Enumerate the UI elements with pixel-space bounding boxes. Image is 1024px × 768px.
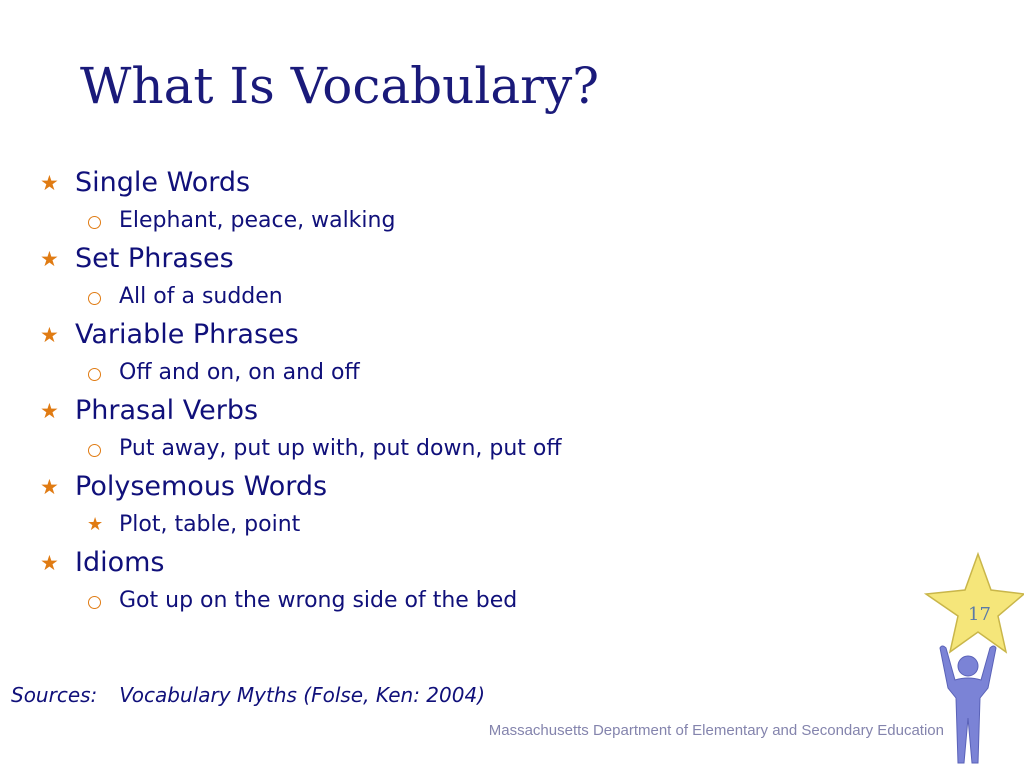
- footer-text: Massachusetts Department of Elementary and Secondary Education: [488, 722, 944, 739]
- circle-icon: [88, 292, 101, 305]
- star-icon: ★: [40, 551, 59, 575]
- sub-bullet-item: [40, 582, 900, 620]
- bullet-item: [40, 316, 900, 354]
- sub-bullet-item: [40, 506, 900, 544]
- bullet-text: Idioms: [75, 547, 165, 578]
- star-icon: ★: [87, 514, 104, 535]
- bullet-item: [40, 392, 900, 430]
- circle-icon: [88, 596, 101, 609]
- sub-bullet-text: Got up on the wrong side of the bed: [119, 588, 518, 613]
- star-icon: ★: [40, 399, 59, 423]
- sub-bullet-text: Put away, put up with, put down, put off: [119, 436, 562, 461]
- bullet-item: [40, 164, 900, 202]
- sub-bullet-item: [40, 202, 900, 240]
- sub-bullet-text: Plot, table, point: [119, 512, 301, 537]
- bullet-item: [40, 240, 900, 278]
- sources-label: Sources:: [11, 683, 98, 707]
- sources-line: [11, 683, 485, 707]
- bullet-text: Variable Phrases: [75, 319, 299, 350]
- star-icon: ★: [40, 171, 59, 195]
- circle-icon: [88, 216, 101, 229]
- bullet-item: [40, 544, 900, 582]
- figure-icon: [940, 646, 996, 763]
- star-holder-figure-icon: [918, 548, 1024, 768]
- sub-bullet-item: [40, 354, 900, 392]
- bullet-text: Polysemous Words: [75, 471, 328, 502]
- bullet-text: Phrasal Verbs: [75, 395, 259, 426]
- sub-bullet-item: [40, 278, 900, 316]
- star-icon: [926, 554, 1024, 652]
- sub-bullet-item: [40, 430, 900, 468]
- bullet-text: Set Phrases: [75, 243, 234, 274]
- star-icon: ★: [40, 323, 59, 347]
- circle-icon: [88, 444, 101, 457]
- circle-icon: [88, 368, 101, 381]
- sub-bullet-text: Elephant, peace, walking: [119, 208, 396, 233]
- sub-bullet-text: Off and on, on and off: [119, 360, 360, 385]
- bullet-item: [40, 468, 900, 506]
- sources-text: Vocabulary Myths (Folse, Ken: 2004): [119, 683, 485, 707]
- star-icon: ★: [40, 247, 59, 271]
- star-icon: ★: [40, 475, 59, 499]
- page-number: 17: [968, 604, 991, 625]
- bullet-list: [40, 164, 900, 620]
- slide-title: What Is Vocabulary?: [80, 57, 600, 115]
- sub-bullet-text: All of a sudden: [119, 284, 283, 309]
- bullet-text: Single Words: [75, 167, 251, 198]
